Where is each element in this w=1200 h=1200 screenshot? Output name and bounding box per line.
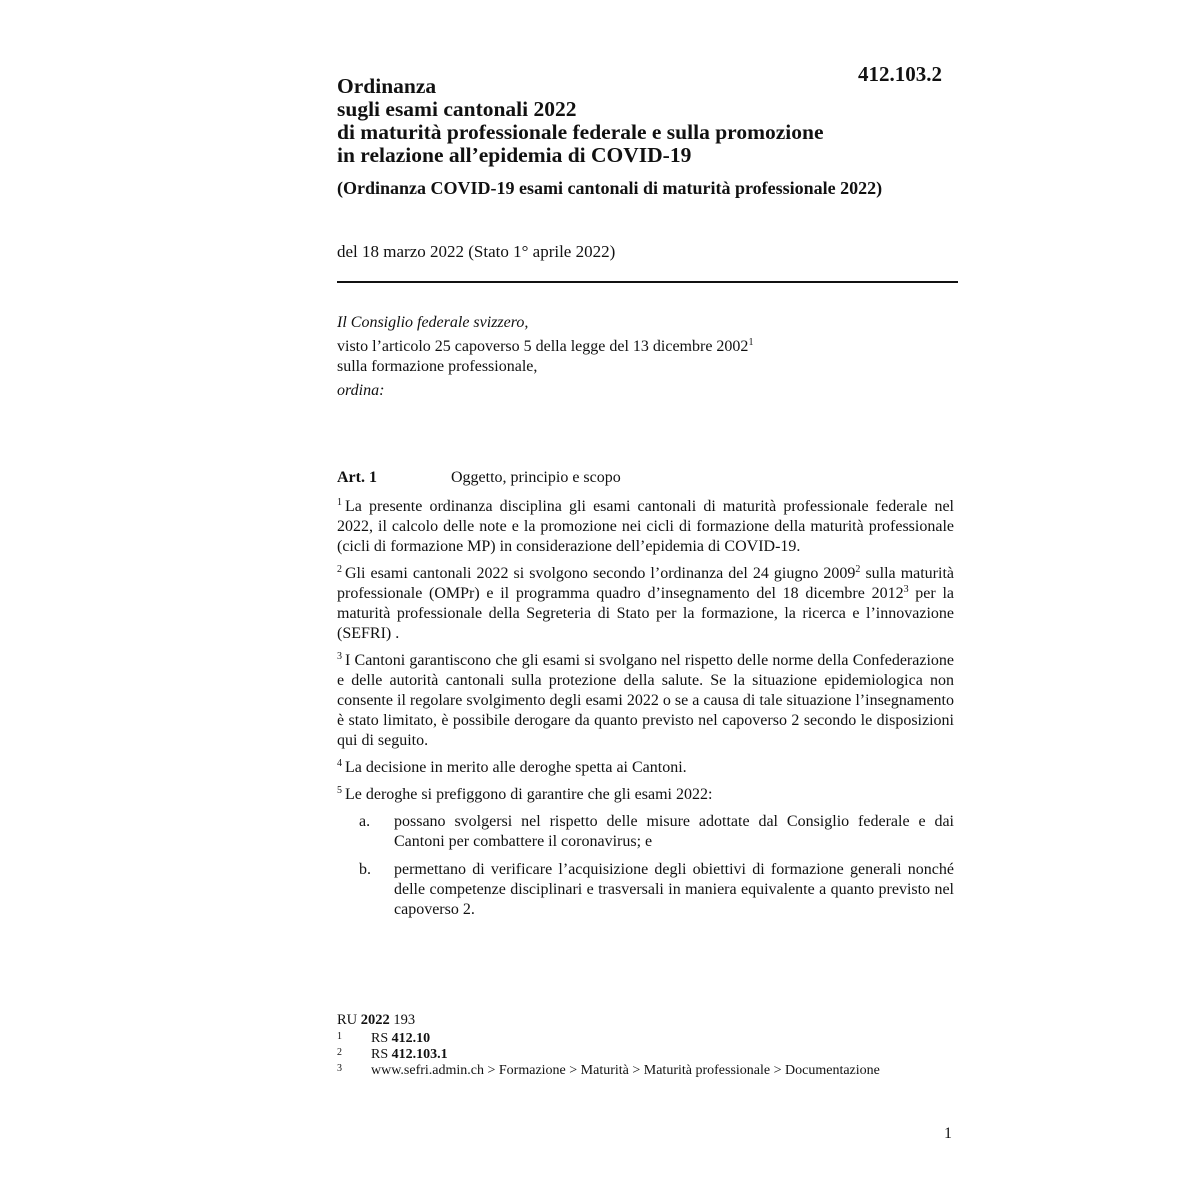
article-heading <box>337 469 621 487</box>
footnote-link[interactable]: www.sefri.admin.ch > Formazione > Maturità > Maturità professionale > Documentazione <box>371 1063 880 1078</box>
footnote <box>337 1063 897 1079</box>
short-title: (Ordinanza COVID-19 esami cantonali di maturità professionale 2022) <box>337 178 883 198</box>
footnote-ref-3[interactable]: 3 <box>903 584 909 595</box>
ru-year: 2022 <box>360 1012 390 1028</box>
footnote-number: 2 <box>337 1047 342 1058</box>
paragraph-number: 1 <box>337 497 342 508</box>
footnote <box>337 1031 897 1047</box>
preamble-basis-cont: sulla formazione professionale, <box>337 358 538 375</box>
footnotes <box>337 1031 897 1079</box>
paragraph-number: 4 <box>337 758 342 769</box>
footnote-number: 1 <box>337 1031 342 1042</box>
list-item-text: permettano di verificare l’acquisizione degli obiettivi di formazione generali nonché delle competenze disciplinari e trasversali in maniera equivalente a quanto previsto nel capoverso 2. <box>394 861 954 918</box>
paragraph-text: La decisione in merito alle deroghe spetta ai Cantoni. <box>345 759 687 776</box>
official-compilation-ref <box>337 1012 415 1029</box>
footnote <box>337 1047 897 1063</box>
footnote-text <box>371 1031 897 1047</box>
title-line: sugli esami cantonali 2022 <box>337 97 577 121</box>
article-number: Art. 1 <box>337 469 377 486</box>
title-divider <box>337 281 958 283</box>
footnote-prefix: RS <box>371 1031 389 1046</box>
footnote-sr-ref[interactable]: 412.10 <box>391 1031 431 1046</box>
paragraph-text: Gli esami cantonali 2022 si svolgono secondo l’ordinanza del 24 giugno 2009 <box>345 565 856 582</box>
paragraph-4 <box>337 758 954 778</box>
list-item <box>337 812 954 852</box>
paragraph-number: 2 <box>337 564 342 575</box>
page-number: 1 <box>944 1125 952 1142</box>
paragraph-text: per la maturità professionale della Segreteria di Stato per la formazione, la ricerca e l’innovazione (SEFRI) . <box>337 585 955 642</box>
list-item <box>337 860 954 920</box>
preamble <box>337 313 957 401</box>
paragraph-3 <box>337 651 954 751</box>
preamble-basis-text: visto l’articolo 25 capoverso 5 della legge del 13 dicembre 2002 <box>337 338 749 355</box>
ordinance-title <box>337 75 977 167</box>
ru-prefix: RU <box>337 1012 358 1028</box>
footnote-number: 3 <box>337 1063 342 1074</box>
list-item-text: possano svolgersi nel rispetto delle misure adottate dal Consiglio federale e dai Cantoni per combattere il coronavirus; e <box>394 813 954 850</box>
list-item-letter: b. <box>359 861 371 878</box>
footnote-prefix: RS <box>371 1047 389 1062</box>
title-line: Ordinanza <box>337 74 437 98</box>
footnote-sr-ref[interactable]: 412.103.1 <box>391 1047 448 1062</box>
paragraph-1 <box>337 497 954 557</box>
title-line: in relazione all’epidemia di COVID-19 <box>337 143 692 167</box>
preamble-basis <box>337 337 957 357</box>
sr-number: 412.103.2 <box>858 62 942 86</box>
paragraph-2 <box>337 564 954 644</box>
paragraph-number: 5 <box>337 785 342 796</box>
paragraph-5 <box>337 785 954 805</box>
paragraph-text: sulla maturità professionale (OMPr) e il programma quadro d’insegnamento del 18 dicembre 2012 <box>337 565 955 602</box>
paragraph-text: Le deroghe si prefiggono di garantire che gli esami 2022: <box>345 786 713 803</box>
paragraph-number: 3 <box>337 651 342 662</box>
footnote-text <box>371 1047 897 1063</box>
paragraph-text: La presente ordinanza disciplina gli esami cantonali di maturità professionale federale nel 2022, il calcolo delle note e la promozione nei cicli di formazione della maturità professionale (cicli di formazione MP) in considerazione dell’epidemia di COVID-19. <box>337 498 954 555</box>
paragraph-text: I Cantoni garantiscono che gli esami si svolgano nel rispetto delle norme della Confederazione e delle autorità cantonali sulla protezione della salute. Se la situazione epidemiologica non consente il regolare svolgimento degli esami 2022 o se a causa di tale situazione l’insegnamento è stato limitato, è possibile derogare da quanto previsto nel capoverso 2 secondo le disposizioni qui di seguito. <box>337 652 954 749</box>
title-line: di maturità professionale federale e sulla promozione <box>337 120 824 144</box>
footnote-ref-1[interactable]: 1 <box>748 337 754 348</box>
article-body <box>337 497 954 928</box>
preamble-decree: ordina: <box>337 382 385 399</box>
footnote-ref-2[interactable]: 2 <box>855 564 861 575</box>
article-title: Oggetto, principio e scopo <box>451 469 621 486</box>
list-item-letter: a. <box>359 813 371 830</box>
preamble-authority: Il Consiglio federale svizzero, <box>337 314 529 331</box>
date-line: del 18 marzo 2022 (Stato 1° aprile 2022) <box>337 242 616 261</box>
ru-page: 193 <box>393 1012 416 1028</box>
